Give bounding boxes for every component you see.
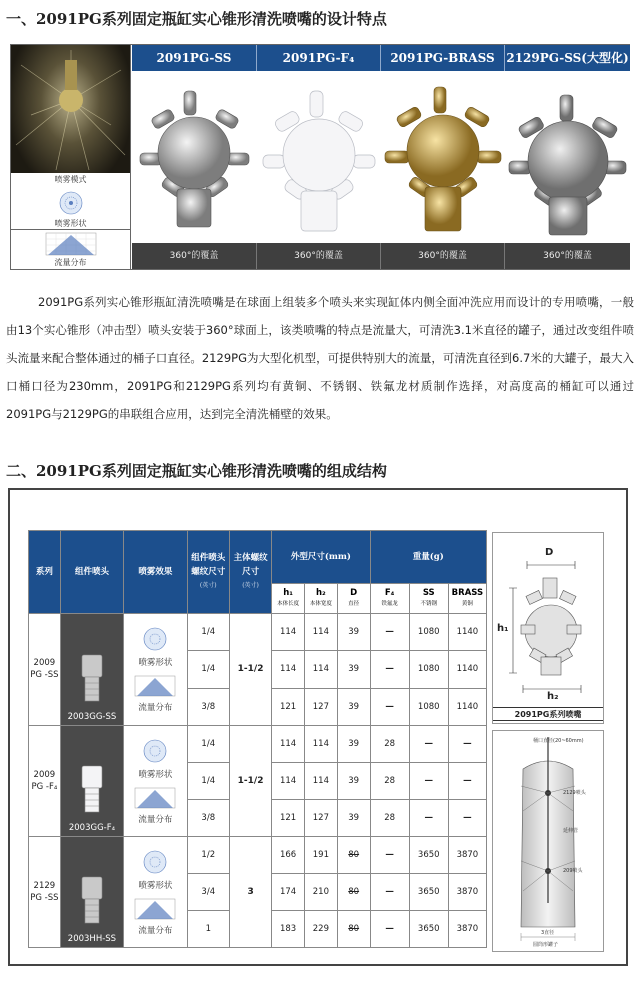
f4-weight-value: — xyxy=(370,910,409,947)
spray-effect-cell xyxy=(124,725,187,836)
tank-nozzle-a-label: 2129喷头 xyxy=(563,790,586,796)
dimension-h1-label: h₁ xyxy=(497,623,509,634)
h2-value: 210 xyxy=(305,873,338,910)
spec-table-body xyxy=(29,614,487,948)
product-header-2091pg-ss: 2091PG-SS xyxy=(132,45,257,71)
component-cell xyxy=(60,836,123,947)
table-row xyxy=(29,614,487,651)
d-value: 39 xyxy=(337,725,370,762)
product-image-2091pg-brass xyxy=(381,71,505,243)
component-cell xyxy=(60,614,123,725)
product-caption-2091pg-brass: 360°的覆盖 xyxy=(381,243,505,269)
nozzle-steel-icon xyxy=(132,71,257,243)
dimension-d-label: D xyxy=(545,547,554,558)
component-thread-value: 3/8 xyxy=(187,688,229,725)
table-row xyxy=(29,836,487,873)
h1-value: 166 xyxy=(272,836,305,873)
series-cell: 2009 PG -F₄ xyxy=(29,725,61,836)
d-value: 39 xyxy=(337,799,370,836)
component-thread-value: 3/8 xyxy=(187,799,229,836)
ss-weight-value: 3650 xyxy=(409,836,448,873)
nozzle-dimension-diagram xyxy=(492,532,604,724)
component-nozzle-icon xyxy=(72,762,112,820)
section-title-structure: 二、2091PG系列固定瓶缸实心锥形清洗喷嘴的组成结构 xyxy=(6,462,387,480)
h2-value: 114 xyxy=(305,651,338,688)
tank-pipe-label: 延伸管 xyxy=(563,828,579,834)
h1-value: 114 xyxy=(272,762,305,799)
header-ss: SS 不锈钢 xyxy=(409,584,448,614)
header-component-thread: 组件喷头螺纹尺寸 (英寸) xyxy=(187,531,229,614)
brass-weight-value: — xyxy=(448,725,486,762)
header-h2: h₂ 本体宽度 xyxy=(305,584,338,614)
f4-weight-value: — xyxy=(370,651,409,688)
spray-pattern-caption: 喷雾形状 xyxy=(138,880,173,891)
component-thread-value: 1/4 xyxy=(187,762,229,799)
tank-label: 圆筒形罐子 xyxy=(533,942,559,948)
product-description: 2091PG系列实心锥形瓶缸清洗喷嘴是在球面上组装多个喷头来实现缸体内侧全面冲洗应用而设计的专用喷嘴，一般由13个实心锥形（冲击型）喷头安装于360°球面上，该类喷嘴的特点是流量大，可清洗3.1米直径的罐子，通过改变组件喷头流量来配合整体通过的桶子口直径。2129PG为大型化机型，可提供特别大的流量，可清洗直径到6.7米的大罐子，最大入口桶口径为230mm，2091PG和2129PG系列均有黄铜、不锈钢、铁氟龙材质制作选择，对高度高的桶缸可以通过2091PG与2129PG的串联组合应用，达到完全清洗桶壁的效果。 xyxy=(6,295,634,421)
flow-distribution-icon xyxy=(133,674,177,698)
ss-weight-value: 1080 xyxy=(409,614,448,651)
header-weight: 重量(g) xyxy=(370,531,486,584)
product-header-2129pg-ss: 2129PG-SS(大型化) xyxy=(505,45,630,71)
h2-value: 127 xyxy=(305,688,338,725)
header-spray: 喷雾效果 xyxy=(124,531,187,614)
flow-distribution-icon xyxy=(133,897,177,921)
flow-distribution-caption: 流量分布 xyxy=(138,814,173,825)
product-image-2091pg-f4 xyxy=(257,71,381,243)
flow-distribution-icon xyxy=(133,786,177,810)
header-brass: BRASS 黄铜 xyxy=(448,584,486,614)
component-name: 2003HH-SS xyxy=(67,934,117,944)
f4-weight-value: 28 xyxy=(370,799,409,836)
d-value: 39 xyxy=(337,762,370,799)
spray-pattern-cell xyxy=(11,188,130,230)
product-caption-2091pg-ss: 360°的覆盖 xyxy=(132,243,257,269)
tank-opening-note: 桶口直径(20~60mm) xyxy=(533,738,584,744)
main-thread-value: 3 xyxy=(229,836,271,947)
tank-diameter-note: 3直径 xyxy=(541,930,555,936)
component-thread-value: 1/4 xyxy=(187,614,229,651)
ss-weight-value: — xyxy=(409,799,448,836)
h1-value: 174 xyxy=(272,873,305,910)
nozzle-dimension-icon xyxy=(493,533,603,705)
brass-weight-value: 3870 xyxy=(448,836,486,873)
header-d: D 直径 xyxy=(337,584,370,614)
tank-nozzle-b-label: 209喷头 xyxy=(563,868,583,874)
spray-photo-icon xyxy=(11,45,130,173)
header-series: 系列 xyxy=(29,531,61,614)
spray-legend-column xyxy=(11,45,131,269)
brass-weight-value: — xyxy=(448,799,486,836)
spray-pattern-caption: 喷雾形状 xyxy=(138,658,173,669)
f4-weight-value: 28 xyxy=(370,725,409,762)
spray-effect-cell xyxy=(124,836,187,947)
h1-value: 121 xyxy=(272,799,305,836)
f4-weight-value: — xyxy=(370,873,409,910)
product-header-2091pg-f4: 2091PG-F₄ xyxy=(257,45,381,71)
header-component: 组件喷头 xyxy=(60,531,123,614)
spray-photo-caption: 喷雾模式 xyxy=(11,173,130,187)
dimension-h2-label: h₂ xyxy=(547,691,559,702)
brass-weight-value: 1140 xyxy=(448,614,486,651)
nozzle-diagram-label: 2091PG系列喷嘴 xyxy=(493,707,603,721)
h2-value: 114 xyxy=(305,762,338,799)
spray-effect-cell xyxy=(124,614,187,725)
header-h1: h₁ 本体长度 xyxy=(272,584,305,614)
h1-value: 114 xyxy=(272,614,305,651)
f4-weight-value: — xyxy=(370,688,409,725)
spray-pattern-caption: 喷雾形状 xyxy=(54,219,87,228)
component-name: 2003GG-F₄ xyxy=(68,822,116,833)
h2-value: 191 xyxy=(305,836,338,873)
f4-weight-value: — xyxy=(370,836,409,873)
header-f4: F₄ 铁氟龙 xyxy=(370,584,409,614)
component-name: 2003GG-SS xyxy=(67,711,117,722)
series-cell: 2009 PG -SS xyxy=(29,614,61,725)
d-value: 80 xyxy=(337,910,370,947)
brass-weight-value: 1140 xyxy=(448,688,486,725)
product-panel xyxy=(10,44,630,270)
component-nozzle-icon xyxy=(72,651,112,709)
brass-weight-value: — xyxy=(448,762,486,799)
component-thread-value: 1/4 xyxy=(187,725,229,762)
h2-value: 114 xyxy=(305,725,338,762)
brass-weight-value: 1140 xyxy=(448,651,486,688)
h1-value: 114 xyxy=(272,651,305,688)
table-row xyxy=(29,725,487,762)
spray-pattern-icon xyxy=(11,188,130,218)
component-thread-value: 3/4 xyxy=(187,873,229,910)
tank-installation-diagram xyxy=(492,730,604,952)
h1-value: 183 xyxy=(272,910,305,947)
h2-value: 229 xyxy=(305,910,338,947)
product-image-2091pg-ss xyxy=(132,71,257,243)
d-value: 80 xyxy=(337,873,370,910)
d-value: 80 xyxy=(337,836,370,873)
component-thread-value: 1/4 xyxy=(187,651,229,688)
brass-weight-value: 3870 xyxy=(448,873,486,910)
component-cell xyxy=(60,725,123,836)
flow-distribution-caption: 流量分布 xyxy=(138,703,173,714)
product-caption-2129pg-ss: 360°的覆盖 xyxy=(505,243,630,269)
product-header-2091pg-brass: 2091PG-BRASS xyxy=(381,45,505,71)
spray-photo xyxy=(11,45,130,187)
spray-pattern-icon xyxy=(135,737,175,765)
spec-table xyxy=(28,530,487,948)
flow-distribution-caption: 流量分布 xyxy=(54,258,87,267)
h2-value: 114 xyxy=(305,614,338,651)
nozzle-large-steel-icon xyxy=(505,71,630,243)
f4-weight-value: 28 xyxy=(370,762,409,799)
ss-weight-value: 3650 xyxy=(409,910,448,947)
d-value: 39 xyxy=(337,651,370,688)
flow-distribution-cell xyxy=(11,231,130,269)
component-thread-value: 1/2 xyxy=(187,836,229,873)
section-title-features: 一、2091PG系列固定瓶缸实心锥形清洗喷嘴的设计特点 xyxy=(6,10,387,28)
nozzle-brass-icon xyxy=(381,71,505,243)
h1-value: 114 xyxy=(272,725,305,762)
main-thread-value: 1-1/2 xyxy=(229,614,271,725)
brass-weight-value: 3870 xyxy=(448,910,486,947)
tank-installation-icon xyxy=(493,731,603,951)
f4-weight-value: — xyxy=(370,614,409,651)
series-cell: 2129 PG -SS xyxy=(29,836,61,947)
header-main-thread: 主体螺纹尺寸 (英寸) xyxy=(229,531,271,614)
main-thread-value: 1-1/2 xyxy=(229,725,271,836)
product-caption-2091pg-f4: 360°的覆盖 xyxy=(257,243,381,269)
spray-pattern-icon xyxy=(135,625,175,653)
h2-value: 127 xyxy=(305,799,338,836)
product-image-2129pg-ss xyxy=(505,71,630,243)
component-nozzle-icon xyxy=(72,873,112,931)
spray-pattern-icon xyxy=(135,848,175,876)
ss-weight-value: 1080 xyxy=(409,651,448,688)
header-dimensions: 外型尺寸(mm) xyxy=(272,531,370,584)
h1-value: 121 xyxy=(272,688,305,725)
component-thread-value: 1 xyxy=(187,910,229,947)
ss-weight-value: — xyxy=(409,762,448,799)
d-value: 39 xyxy=(337,688,370,725)
flow-distribution-caption: 流量分布 xyxy=(138,925,173,936)
spray-pattern-caption: 喷雾形状 xyxy=(138,769,173,780)
nozzle-white-icon xyxy=(257,71,381,243)
d-value: 39 xyxy=(337,614,370,651)
ss-weight-value: 3650 xyxy=(409,873,448,910)
ss-weight-value: — xyxy=(409,725,448,762)
flow-distribution-icon xyxy=(11,231,130,257)
ss-weight-value: 1080 xyxy=(409,688,448,725)
